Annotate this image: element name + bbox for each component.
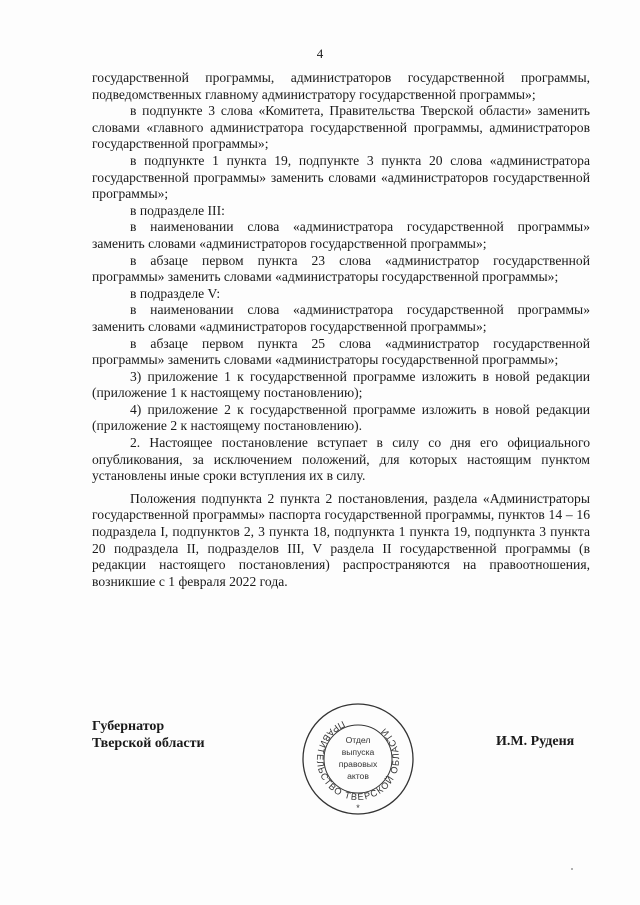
stamp-center-line: Отдел xyxy=(345,735,371,745)
scan-speck xyxy=(571,868,573,870)
paragraph: в подразделе V: xyxy=(130,285,221,301)
paragraph: в абзаце первом пункта 25 слова «администратор государственной программы» заменить словами «администраторы государственной программы»; xyxy=(92,335,590,368)
stamp-center-line: выпуска xyxy=(341,747,375,757)
paragraph: государственной программы, администраторов государственной программы, подведомственных главному администратору государственной программы»; xyxy=(92,70,590,102)
official-stamp xyxy=(299,700,417,818)
paragraph: в наименовании слова «администратора государственной программы» заменить словами «администраторов государственной программы»; xyxy=(92,219,590,251)
signatory-position xyxy=(92,718,205,752)
signatory-name: И.М. Руденя xyxy=(496,734,575,749)
stamp-center-line: актов xyxy=(347,771,369,781)
paragraph: 4) приложение 2 к государственной программе изложить в новой редакции (приложение 2 к настоящему постановлению). xyxy=(92,401,590,434)
paragraph: 3) приложение 1 к государственной программе изложить в новой редакции (приложение 1 к настоящему постановлению); xyxy=(92,368,590,401)
paragraph: в абзаце первом пункта 23 слова «администратор государственной программы» заменить словами «администраторы государственной программы»; xyxy=(92,252,590,285)
paragraph: в подпункте 1 пункта 19, подпункте 3 пункта 20 слова «администратора государственной программы» заменить словами «администраторов государственной программы»; xyxy=(92,152,590,202)
paragraph: в подпункте 3 слова «Комитета, Правительства Тверской области» заменить словами «главного администратора государственной программы, администраторов государственной программы»; xyxy=(92,103,590,152)
paragraph: в наименовании слова «администратора государственной программы» заменить словами «администраторов государственной программы»; xyxy=(92,302,590,334)
stamp-ring-text: ПРАВИТЕЛЬСТВО ТВЕРСКОЙ ОБЛАСТИ xyxy=(314,718,402,803)
paragraph: в подразделе III: xyxy=(130,202,225,218)
document-body xyxy=(92,70,590,590)
stamp-center-line: правовых xyxy=(338,759,378,769)
paragraph: 2. Настоящее постановление вступает в силу со дня его официального опубликования, за исключением положений, для которых настоящим пунктом установлены иные сроки вступления их в силу. xyxy=(92,435,590,484)
paragraph: Положения подпункта 2 пункта 2 постановления, раздела «Администраторы государственной программы» паспорта государственной программы, пунктов 14 – 16 подраздела I, подпунктов 2, 3 пункта 18, подпункта 1 пункта 19, подпункта 3 пункта 20 подраздела II, подразделов III, V раздела II государственной программы (в редакции настоящего постановления) распространяются на правоотношения, возникшие с 1 февраля 2022 года. xyxy=(92,490,590,589)
stamp-seal-graphic xyxy=(299,700,417,818)
signatory-position-line: Тверской области xyxy=(92,736,205,751)
stamp-star: * xyxy=(356,803,360,813)
signatory-position-line: Губернатор xyxy=(92,719,165,734)
page-number: 4 xyxy=(316,46,324,61)
